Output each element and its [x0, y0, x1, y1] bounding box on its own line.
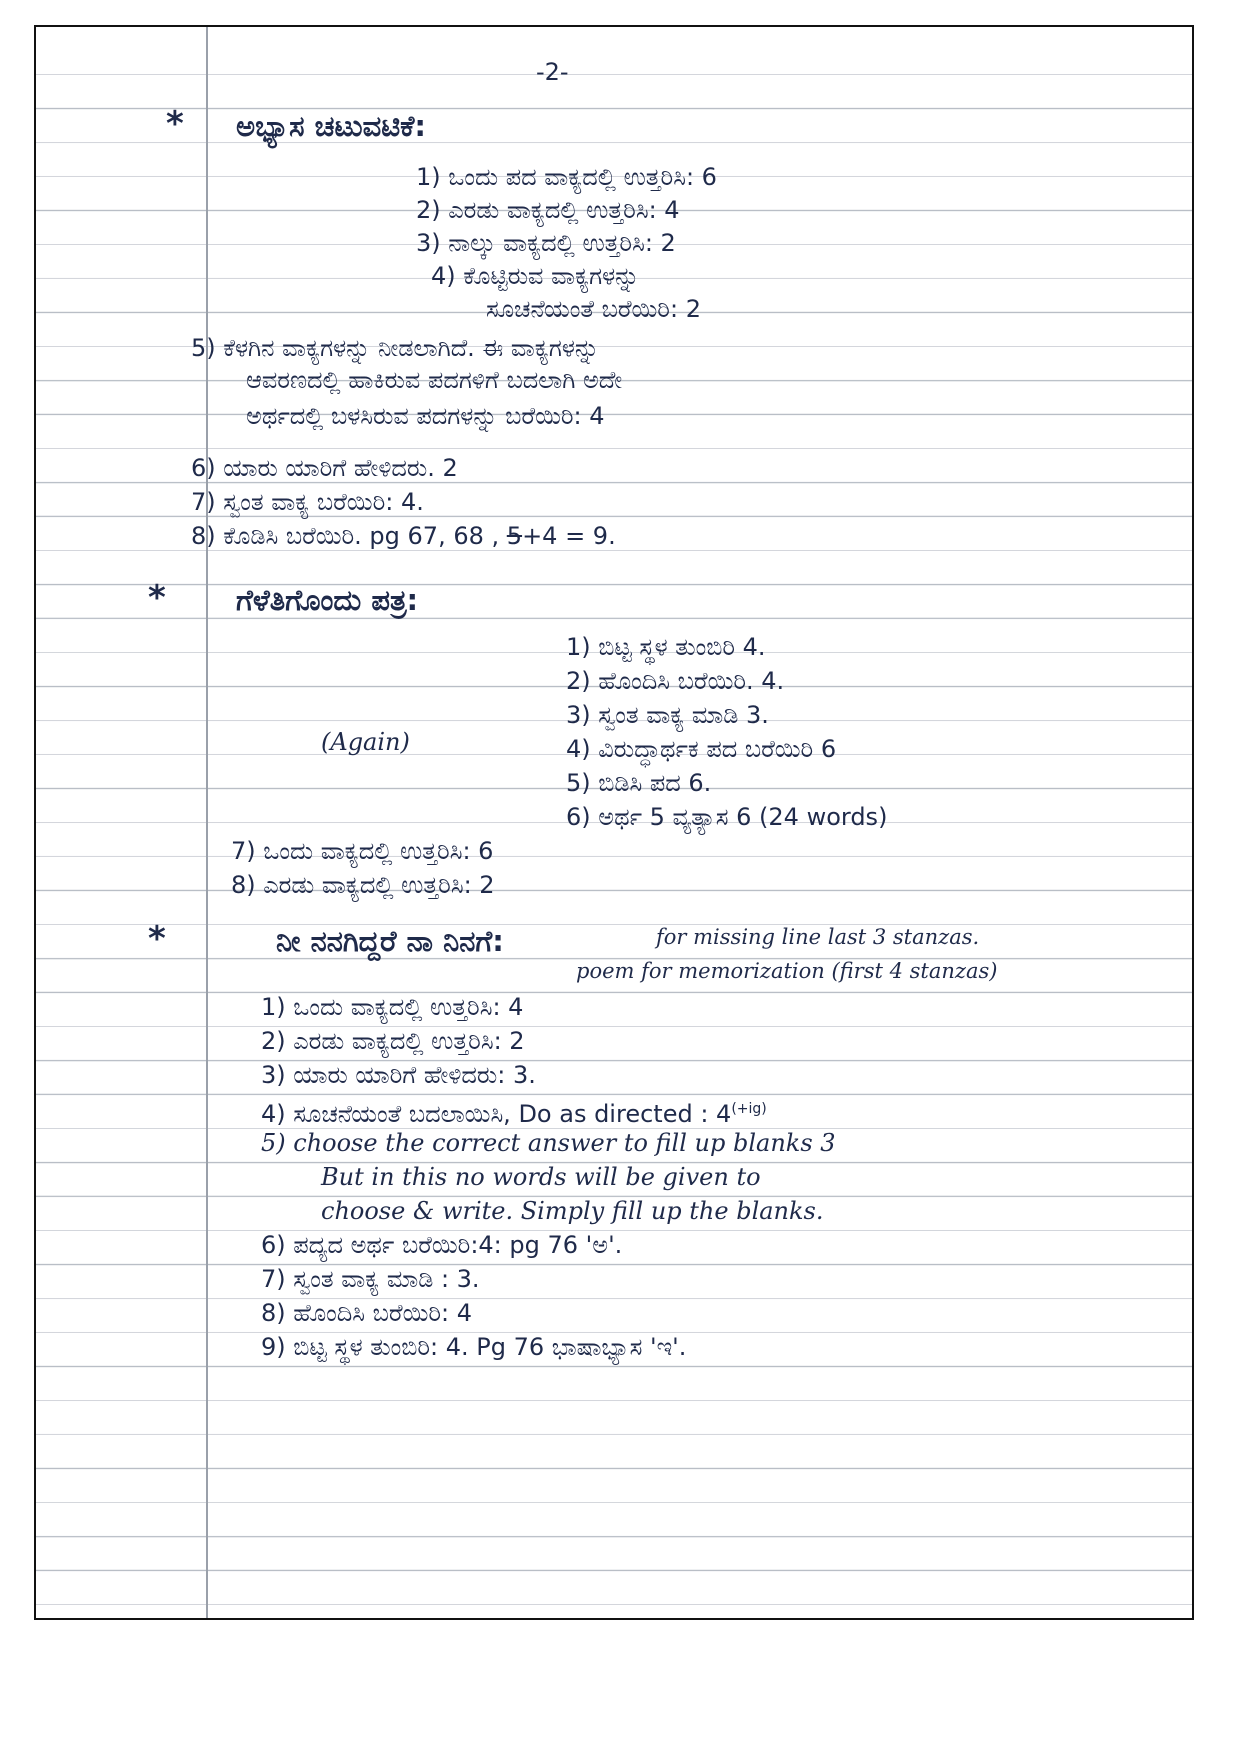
section-3-item-4-text: 4) ಸೂಚನೆಯಂತೆ ಬದಲಾಯಿಸಿ, Do as directed : 4 [261, 1100, 732, 1128]
section-1-item-4: 4) ಕೊಟ್ಟಿರುವ ವಾಕ್ಯಗಳನ್ನು [431, 262, 640, 290]
section-3-item-9: 9) ಬಿಟ್ಟ ಸ್ಥಳ ತುಂಬಿರಿ: 4. Pg 76 ಭಾಷಾಭ್ಯಾಸ 'ಇ'. [261, 1333, 687, 1361]
section-1-heading: ಅಭ್ಯಾಸ ಚಟುವಟಿಕೆ: [236, 109, 426, 143]
section-1-star: * [166, 104, 184, 144]
section-1-item-8 [191, 521, 616, 551]
section-3-item-8: 8) ಹೊಂದಿಸಿ ಬರೆಯಿರಿ: 4 [261, 1299, 473, 1327]
section-2-item-2: 2) ಹೊಂದಿಸಿ ಬರೆಯಿರಿ. 4. [566, 667, 785, 695]
section-1-item-6: 6) ಯಾರು ಯಾರಿಗೆ ಹೇಳಿದರು. 2 [191, 454, 458, 482]
section-3-note-2: poem for memorization (first 4 stanzas) [576, 959, 998, 983]
section-2-item-7: 7) ಒಂದು ವಾಕ್ಯದಲ್ಲಿ ಉತ್ತರಿಸಿ: 6 [231, 837, 494, 865]
section-2-star: * [148, 578, 166, 618]
section-3-item-7: 7) ಸ್ವಂತ ವಾಕ್ಯ ಮಾಡಿ : 3. [261, 1265, 480, 1293]
section-3-item-4 [261, 1094, 767, 1129]
section-3-item-6: 6) ಪದ್ಯದ ಅರ್ಥ ಬರೆಯಿರಿ:4: pg 76 'ಅ'. [261, 1231, 623, 1259]
section-3-item-3: 3) ಯಾರು ಯಾರಿಗೆ ಹೇಳಿದರು: 3. [261, 1061, 536, 1089]
section-1-struck-number: 5 [506, 522, 523, 550]
page-number: -2- [536, 58, 569, 86]
section-2-item-4: 4) ವಿರುದ್ಧಾರ್ಥಕ ಪದ ಬರೆಯಿರಿ 6 [566, 735, 837, 763]
section-3-heading: ನೀ ನನಗಿದ್ದರೆ ನಾ ನಿನಗೆ: [276, 924, 504, 958]
section-1-item-3: 3) ನಾಲ್ಕು ವಾಕ್ಯದಲ್ಲಿ ಉತ್ತರಿಸಿ: 2 [416, 229, 676, 257]
section-1-sum: +4 = 9. [522, 522, 616, 550]
section-2-note: (Again) [321, 728, 410, 756]
section-3-item-4-sup: (+ig) [731, 1101, 767, 1117]
section-1-item-2: 2) ಎರಡು ವಾಕ್ಯದಲ್ಲಿ ಉತ್ತರಿಸಿ: 4 [416, 196, 680, 224]
section-3-item-5-line-2: But in this no words will be given to [321, 1163, 761, 1191]
section-3-star: * [148, 919, 166, 959]
section-1-item-4-cont: ಸೂಚನೆಯಂತೆ ಬರೆಯಿರಿ: 2 [486, 295, 701, 323]
section-1-item-5-line-3: ಅರ್ಥದಲ್ಲಿ ಬಳಸಿರುವ ಪದಗಳನ್ನು ಬರೆಯಿರಿ: 4 [246, 402, 605, 430]
section-1-item-5: 5) ಕೆಳಗಿನ ವಾಕ್ಯಗಳನ್ನು ನೀಡಲಾಗಿದೆ. ಈ ವಾಕ್ಯಗಳನ್ನು [191, 334, 600, 362]
section-2-heading: ಗೆಳೆತಿಗೊಂದು ಪತ್ರ: [236, 583, 419, 617]
section-3-item-5-line-3: choose & write. Simply fill up the blanks. [321, 1197, 824, 1225]
section-1-item-8-text: 8) ಕೊಡಿಸಿ ಬರೆಯಿರಿ. pg 67, 68 , [191, 522, 500, 550]
section-1-item-7: 7) ಸ್ವಂತ ವಾಕ್ಯ ಬರೆಯಿರಿ: 4. [191, 488, 424, 516]
section-3-item-2: 2) ಎರಡು ವಾಕ್ಯದಲ್ಲಿ ಉತ್ತರಿಸಿ: 2 [261, 1027, 525, 1055]
section-3-note-1: for missing line last 3 stanzas. [656, 925, 980, 949]
section-3-item-5: 5) choose the correct answer to fill up blanks 3 [261, 1129, 836, 1157]
section-1-item-5-line-2: ಆವರಣದಲ್ಲಿ ಹಾಕಿರುವ ಪದಗಳಿಗೆ ಬದಲಾಗಿ ಅದೇ [246, 366, 623, 394]
section-2-item-6: 6) ಅರ್ಥ 5 ವ್ಯತ್ಯಾಸ 6 (24 words) [566, 803, 888, 831]
section-2-item-8: 8) ಎರಡು ವಾಕ್ಯದಲ್ಲಿ ಉತ್ತರಿಸಿ: 2 [231, 871, 495, 899]
section-2-item-5: 5) ಬಿಡಿಸಿ ಪದ 6. [566, 769, 712, 797]
notebook-page [34, 25, 1194, 1620]
section-2-item-3: 3) ಸ್ವಂತ ವಾಕ್ಯ ಮಾಡಿ 3. [566, 701, 769, 729]
section-2-item-1: 1) ಬಿಟ್ಟ ಸ್ಥಳ ತುಂಬಿರಿ 4. [566, 633, 766, 661]
section-1-item-1: 1) ಒಂದು ಪದ ವಾಕ್ಯದಲ್ಲಿ ಉತ್ತರಿಸಿ: 6 [416, 163, 717, 191]
section-3-item-1: 1) ಒಂದು ವಾಕ್ಯದಲ್ಲಿ ಉತ್ತರಿಸಿ: 4 [261, 993, 524, 1021]
margin-line [206, 27, 208, 1618]
